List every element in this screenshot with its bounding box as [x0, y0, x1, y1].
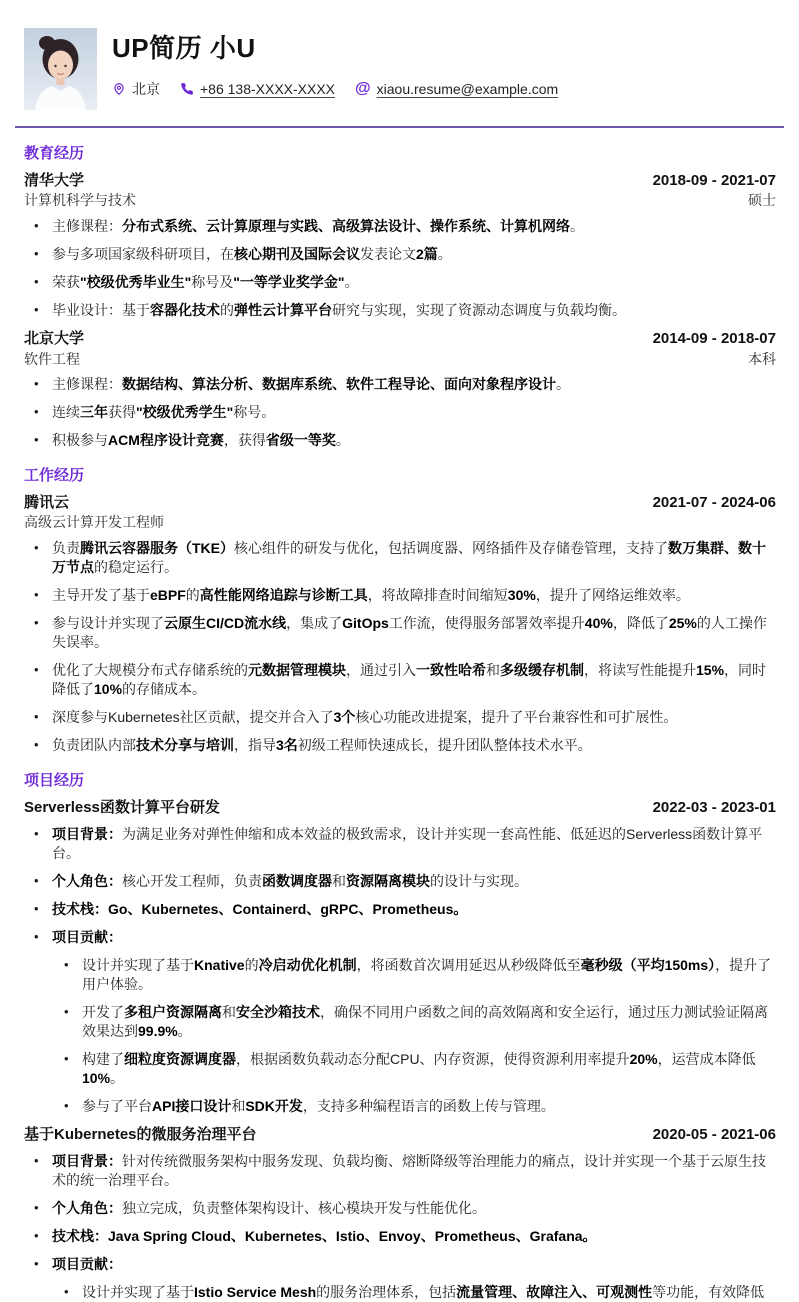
text: 的服务治理体系，包括: [316, 1283, 457, 1300]
bold-text: 容器化技术: [150, 301, 220, 318]
bold-text: 弹性云计算平台: [234, 301, 332, 318]
bold-text: 项目背景：: [52, 1152, 122, 1169]
bullet-item: [32, 1152, 776, 1190]
sub-bullet-item: [62, 1050, 776, 1088]
sub-bullet-list: [52, 956, 776, 1116]
section-title: 工作经历: [24, 467, 85, 485]
bold-text: 资源隔离模块: [346, 872, 430, 889]
text: 深度参与Kubernetes社区贡献，提交并合入了: [52, 709, 334, 726]
text: 设计并实现了基于: [82, 956, 194, 973]
bold-text: 30%: [507, 587, 536, 604]
text: 。: [570, 217, 584, 234]
bold-text: 技术栈：: [52, 1227, 108, 1244]
text: 等功能，有效降低: [652, 1283, 765, 1300]
bold-text: 三年: [80, 404, 108, 421]
bold-text: 细粒度资源调度器: [124, 1050, 236, 1067]
text: 称号。: [233, 404, 276, 421]
avatar-photo: [24, 28, 97, 110]
bold-text: 多级缓存机制: [500, 662, 584, 679]
text: ，将读写性能提升: [584, 662, 696, 679]
entry-subrow: [24, 351, 776, 369]
bold-text: 15%: [696, 662, 725, 679]
text: 称号及: [191, 273, 234, 290]
bold-text: "一等学业奖学金": [233, 273, 345, 290]
contact-row: [112, 79, 558, 99]
text: 主修课程：: [52, 217, 122, 234]
bold-text: Go、Kubernetes、Containerd、gRPC、Prometheus。: [108, 900, 468, 917]
entry-subrow: [24, 514, 776, 532]
text: 的: [244, 956, 259, 973]
bold-text: 高性能网络追踪与诊断工具: [199, 587, 368, 604]
bold-text: 个人角色：: [52, 1199, 122, 1216]
entry-org: 基于Kubernetes的微服务治理平台: [24, 1125, 257, 1143]
phone-link[interactable]: [180, 81, 335, 97]
entry-subrow: [24, 192, 776, 210]
location-text: 北京: [132, 80, 160, 97]
bullet-list: [24, 217, 776, 320]
bullet-item: [32, 1227, 776, 1246]
text: 的: [185, 587, 200, 604]
entry-org: 北京大学: [24, 329, 85, 347]
sub-bullet-list: [52, 1283, 776, 1302]
text: ，提升了网络运维效率。: [535, 587, 690, 604]
entry-org: Serverless函数计算平台研发: [24, 798, 220, 816]
text: 开发了: [82, 1003, 124, 1020]
bullet-item: [32, 403, 776, 422]
bullet-item: [32, 928, 776, 1116]
text: 和: [332, 872, 346, 889]
text: ，确保不同用户函数之间的高效隔离和安全运行，通过压力测试验证隔离效果达到: [82, 1003, 768, 1039]
entry-header: [24, 172, 776, 191]
bold-text: Knative: [194, 956, 245, 973]
text: 获得: [108, 404, 136, 421]
text: 的: [220, 301, 234, 318]
text: 的稳定运行。: [94, 559, 178, 575]
entry-org: 腾讯云: [24, 493, 70, 511]
bold-text: 25%: [668, 615, 697, 632]
text: ，支持多种编程语言的函数上传与管理。: [302, 1097, 555, 1114]
bold-text: SDK开发: [245, 1097, 303, 1114]
bold-text: "校级优秀学生": [136, 404, 234, 421]
text: 独立完成，负责整体架构设计、核心模块开发与性能优化。: [122, 1199, 486, 1216]
bold-text: 数万集群、数十万节点: [52, 539, 766, 575]
bold-text: 一致性哈希: [416, 662, 486, 679]
entry: [24, 330, 776, 450]
text: 参与设计并实现了: [52, 615, 164, 632]
bold-text: 3个: [333, 709, 356, 726]
bold-text: 10%: [82, 1069, 111, 1086]
bold-text: 安全沙箱技术: [236, 1003, 320, 1020]
section-title: 项目经历: [24, 772, 85, 790]
bold-text: eBPF: [150, 587, 186, 604]
sub-bullet-item: [62, 1283, 776, 1302]
bold-text: 冷启动优化机制: [258, 956, 357, 973]
entry-header: [24, 494, 776, 513]
entry-date: 2020-05 - 2021-06: [652, 1125, 776, 1143]
bold-text: 20%: [629, 1050, 658, 1067]
bullet-item: [32, 586, 776, 605]
text: ，指导: [234, 737, 276, 754]
text: ，集成了: [286, 615, 343, 632]
bold-text: "校级优秀毕业生": [80, 273, 192, 290]
email-link[interactable]: [355, 81, 558, 97]
phone-icon: [180, 82, 194, 96]
bold-text: 99.9%: [138, 1022, 178, 1039]
entry: [24, 172, 776, 320]
entry-degree: 本科: [748, 350, 776, 367]
bullet-item: [32, 301, 776, 320]
text: 。: [110, 1069, 125, 1086]
bullet-item: [32, 1199, 776, 1218]
location-item: [112, 79, 160, 99]
bold-text: 流量管理、故障注入、可观测性: [456, 1283, 653, 1300]
text: ，将故障排查时间缩短: [367, 587, 508, 604]
text: 主修课程：: [52, 376, 122, 393]
location-pin-icon: [112, 82, 126, 96]
text: ，根据函数负载动态分配CPU、内存资源，使得资源利用率提升: [236, 1050, 630, 1067]
text: 的设计与实现。: [430, 872, 528, 889]
bold-text: 数据结构、算法分析、数据库系统、软件工程导论、面向对象程序设计: [122, 376, 556, 393]
bold-text: 3名: [276, 737, 298, 754]
text: ，运营成本降低: [657, 1050, 756, 1067]
text: ，获得: [223, 432, 266, 449]
text: 主导开发了基于: [52, 587, 150, 604]
text: 和: [231, 1097, 246, 1114]
phone-text: +86 138-XXXX-XXXX: [200, 80, 336, 97]
text: 毕业设计：基于: [52, 301, 150, 318]
text: ，同时降低了: [52, 662, 767, 698]
bullet-item: [32, 245, 776, 264]
text: 荣获: [52, 273, 80, 290]
section: [24, 466, 776, 755]
text: 构建了: [82, 1050, 124, 1067]
text: 优化了大规模分布式存储系统的: [52, 662, 248, 679]
bullet-list: [24, 1152, 776, 1302]
bullet-item: [32, 1255, 776, 1302]
text: 的存储成本。: [122, 681, 207, 698]
entry-date: 2018-09 - 2021-07: [652, 171, 776, 189]
sub-bullet-item: [62, 956, 776, 994]
text: 参与多项国家级科研项目，在: [52, 245, 234, 262]
email-text: xiaou.resume@example.com: [376, 80, 559, 97]
text: ，将函数首次调用延迟从秒级降低至: [356, 956, 581, 973]
text: 参与了平台: [82, 1097, 152, 1114]
bullet-list: [24, 375, 776, 450]
bullet-item: [32, 825, 776, 863]
text: 积极参与: [52, 432, 108, 449]
sub-bullet-item: [62, 1097, 776, 1116]
bold-text: 函数调度器: [262, 872, 332, 889]
text: 针对传统微服务架构中服务发现、负载均衡、熔断降级等治理能力的痛点，设计并实现一个基于云原生技术的统一治理平台。: [52, 1152, 766, 1188]
bold-text: 40%: [584, 615, 613, 632]
sub-bullet-item: [62, 1003, 776, 1041]
entry-subtitle: 计算机科学与技术: [24, 192, 136, 209]
text: 连续: [52, 404, 80, 421]
bold-text: 个人角色：: [52, 872, 122, 889]
section: [24, 144, 776, 450]
bullet-item: [32, 900, 776, 919]
resume-header: [0, 0, 799, 110]
text: 和: [486, 662, 500, 679]
text: 。: [437, 245, 452, 262]
bullet-item: [32, 217, 776, 236]
text: ，降低了: [612, 615, 669, 632]
bold-text: 项目贡献：: [52, 1255, 122, 1272]
text: ，提升了用户体验。: [82, 956, 772, 992]
bullet-item: [32, 539, 776, 577]
text: 负责团队内部: [52, 737, 136, 754]
entry-header: [24, 1126, 776, 1145]
bold-text: 2篇: [416, 245, 438, 262]
entry: [24, 1126, 776, 1302]
bold-text: 核心期刊及国际会议: [234, 245, 360, 262]
bullet-item: [32, 661, 776, 699]
page-title: UP简历 小U: [112, 33, 256, 63]
section-title: 教育经历: [24, 145, 85, 162]
entry-date: 2022-03 - 2023-01: [652, 798, 776, 816]
header-divider: [15, 126, 784, 128]
bold-text: 分布式系统、云计算原理与实践、高级算法设计、操作系统、计算机网络: [122, 217, 570, 234]
entry-subtitle: 软件工程: [24, 350, 80, 367]
text: 的人工操作失误率。: [52, 615, 767, 651]
text: 核心功能改进提案，提升了平台兼容性和可扩展性。: [355, 709, 678, 726]
bullet-item: [32, 872, 776, 891]
entry-date: 2014-09 - 2018-07: [652, 329, 776, 347]
bullet-item: [32, 431, 776, 450]
text: 。: [344, 273, 359, 290]
bold-text: 云原生CI/CD流水线: [164, 615, 287, 632]
section: [24, 771, 776, 1302]
entry: [24, 799, 776, 1116]
at-icon: @: [355, 79, 371, 97]
entry-org: 清华大学: [24, 171, 85, 189]
text: 研究与实现，实现了资源动态调度与负载均衡。: [332, 301, 626, 318]
bold-text: 项目贡献：: [52, 928, 122, 945]
bold-text: Istio Service Mesh: [194, 1283, 317, 1300]
bold-text: 技术栈：: [52, 900, 108, 917]
bold-text: 技术分享与培训: [136, 737, 234, 754]
bold-text: API接口设计: [152, 1097, 232, 1114]
bold-text: 项目背景：: [52, 825, 122, 842]
bullet-item: [32, 614, 776, 652]
entry-header: [24, 330, 776, 349]
bold-text: 多租户资源隔离: [124, 1003, 222, 1020]
sections: [0, 144, 799, 1302]
bold-text: 元数据管理模块: [248, 662, 346, 679]
text: 核心组件的研发与优化，包括调度器、网络插件及存储卷管理，支持了: [234, 539, 668, 556]
avatar: [24, 28, 97, 110]
text: 为满足业务对弹性伸缩和成本效益的极致需求，设计并实现一套高性能、低延迟的Serverless函数计算平台。: [52, 825, 763, 861]
text: 。: [335, 432, 350, 449]
bullet-list: [24, 539, 776, 755]
text: 初级工程师快速成长，提升团队整体技术水平。: [297, 737, 592, 754]
text: 和: [222, 1003, 236, 1020]
header-text-block: [112, 28, 558, 99]
bullet-item: [32, 273, 776, 292]
bold-text: 省级一等奖: [265, 432, 336, 449]
bold-text: Java Spring Cloud、Kubernetes、Istio、Envoy、Prometheus、Grafana。: [108, 1227, 597, 1244]
bullet-item: [32, 375, 776, 394]
text: ，通过引入: [346, 662, 416, 679]
bullet-list: [24, 825, 776, 1116]
entry-header: [24, 799, 776, 818]
text: 工作流，使得服务部署效率提升: [388, 615, 585, 632]
entry: [24, 494, 776, 756]
text: 核心开发工程师，负责: [122, 872, 262, 889]
entry-degree: 硕士: [748, 192, 776, 209]
text: 发表论文: [360, 245, 416, 262]
bold-text: 腾讯云容器服务（TKE）: [80, 539, 234, 556]
bullet-item: [32, 736, 776, 755]
bold-text: ACM程序设计竞赛: [108, 432, 224, 449]
text: 。: [177, 1022, 192, 1039]
bold-text: 毫秒级（平均150ms）: [580, 956, 716, 973]
bold-text: GitOps: [342, 615, 389, 632]
text: 负责: [52, 539, 80, 556]
entry-subtitle: 高级云计算开发工程师: [24, 514, 164, 531]
entry-date: 2021-07 - 2024-06: [652, 493, 776, 511]
bold-text: 10%: [94, 681, 123, 698]
bullet-item: [32, 708, 776, 727]
text: 设计并实现了基于: [82, 1283, 194, 1300]
text: 。: [556, 376, 570, 393]
